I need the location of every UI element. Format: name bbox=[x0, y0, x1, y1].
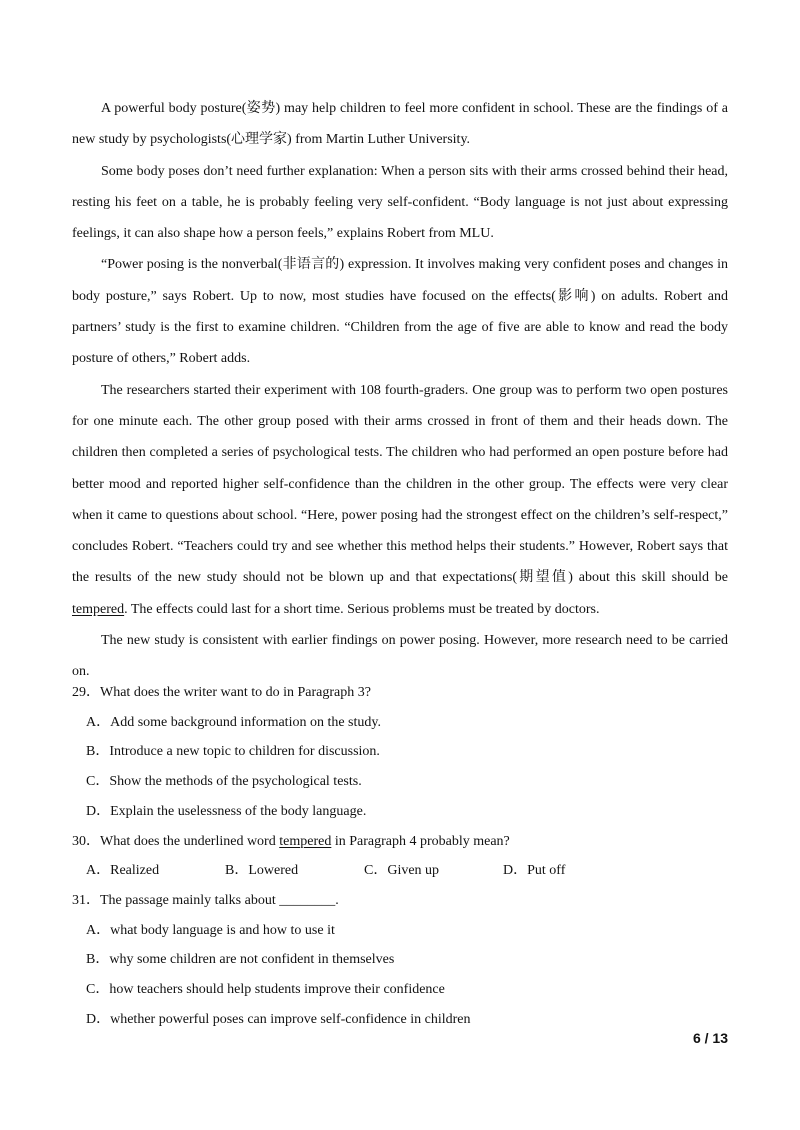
paragraph-5: The new study is consistent with earlier findings on power posing. However, more research need to be carried on. bbox=[72, 633, 728, 680]
underlined-word-tempered: tempered bbox=[72, 601, 125, 617]
question-31-option-a: A．what body language is and how to use it bbox=[86, 922, 335, 938]
question-31-option-b: B．why some children are not confident in themselves bbox=[86, 952, 395, 968]
page-number: 6 / 13 bbox=[692, 1030, 728, 1046]
paragraph-4-text-after: . The effects could last for a short time. Serious problems must be treated by doctors. bbox=[124, 601, 600, 617]
question-31-stem: 31．The passage mainly talks about ________. bbox=[72, 892, 339, 908]
question-29-option-a: A．Add some background information on the study. bbox=[86, 714, 381, 730]
question-30-option-d: D．Put off bbox=[503, 863, 566, 879]
reading-passage bbox=[72, 93, 728, 688]
question-29-option-c: C．Show the methods of the psychological tests. bbox=[86, 774, 362, 790]
question-30-option-a: A．Realized bbox=[86, 863, 160, 879]
question-29-stem: 29．What does the writer want to do in Paragraph 3? bbox=[72, 685, 371, 700]
question-30-option-c: C．Given up bbox=[364, 863, 440, 879]
question-30-stem bbox=[72, 827, 728, 857]
paragraph-1: A powerful body posture(姿势) may help children to feel more confident in school. These are the findings of a new study by psychologists(心理学家) from Martin Luther University. bbox=[72, 101, 728, 148]
paragraph-4 bbox=[72, 375, 728, 625]
questions-section bbox=[72, 678, 728, 1034]
question-31 bbox=[72, 886, 728, 1035]
paragraph-3: “Power posing is the nonverbal(非语言的) expression. It involves making very confident poses and changes in body posture,” says Robert. Up to now, most studies have focused on the effects(影响) on adults. Robert and partners’ study is the first to examine children. “Children from the age of five are able to know and read the body posture of others,” Robert adds. bbox=[72, 257, 728, 367]
question-30-option-b: B．Lowered bbox=[225, 863, 299, 879]
question-29-option-d: D．Explain the uselessness of the body language. bbox=[86, 803, 367, 819]
question-30 bbox=[72, 827, 728, 886]
question-30-stem-before: 30．What does the underlined word bbox=[72, 833, 280, 849]
question-29 bbox=[72, 678, 728, 827]
question-29-option-b: B．Introduce a new topic to children for discussion. bbox=[86, 744, 380, 760]
question-30-underlined-word: tempered bbox=[279, 833, 332, 849]
question-30-stem-after: in Paragraph 4 probably mean? bbox=[331, 833, 510, 849]
paragraph-2: Some body poses don’t need further explanation: When a person sits with their arms crossed behind their head, resting his feet on a table, he is probably feeling very self-confident. “Body language is not just about expressing feelings, it can also shape how a person feels,” explains Robert from MLU. bbox=[72, 163, 728, 242]
question-31-option-d: D．whether powerful poses can improve self-confidence in children bbox=[86, 1011, 471, 1027]
question-30-options bbox=[72, 856, 728, 886]
question-31-option-c: C．how teachers should help students improve their confidence bbox=[86, 982, 445, 998]
paragraph-4-text-before: The researchers started their experiment with 108 fourth-graders. One group was to perform two open postures for one minute each. The other group posed with their arms crossed in front of them and their heads down. The children then completed a series of psychological tests. The children who had performed an open posture before had better mood and reported higher self-confidence than the children in the other group. The effects were very clear when it came to questions about school. “Here, power posing had the strongest effect on the children’s self-respect,” concludes Robert. “Teachers could try and see whether this method helps their students.” However, Robert says that the results of the new study should not be blown up and that expectations(期望值) about this skill should be bbox=[72, 382, 728, 586]
